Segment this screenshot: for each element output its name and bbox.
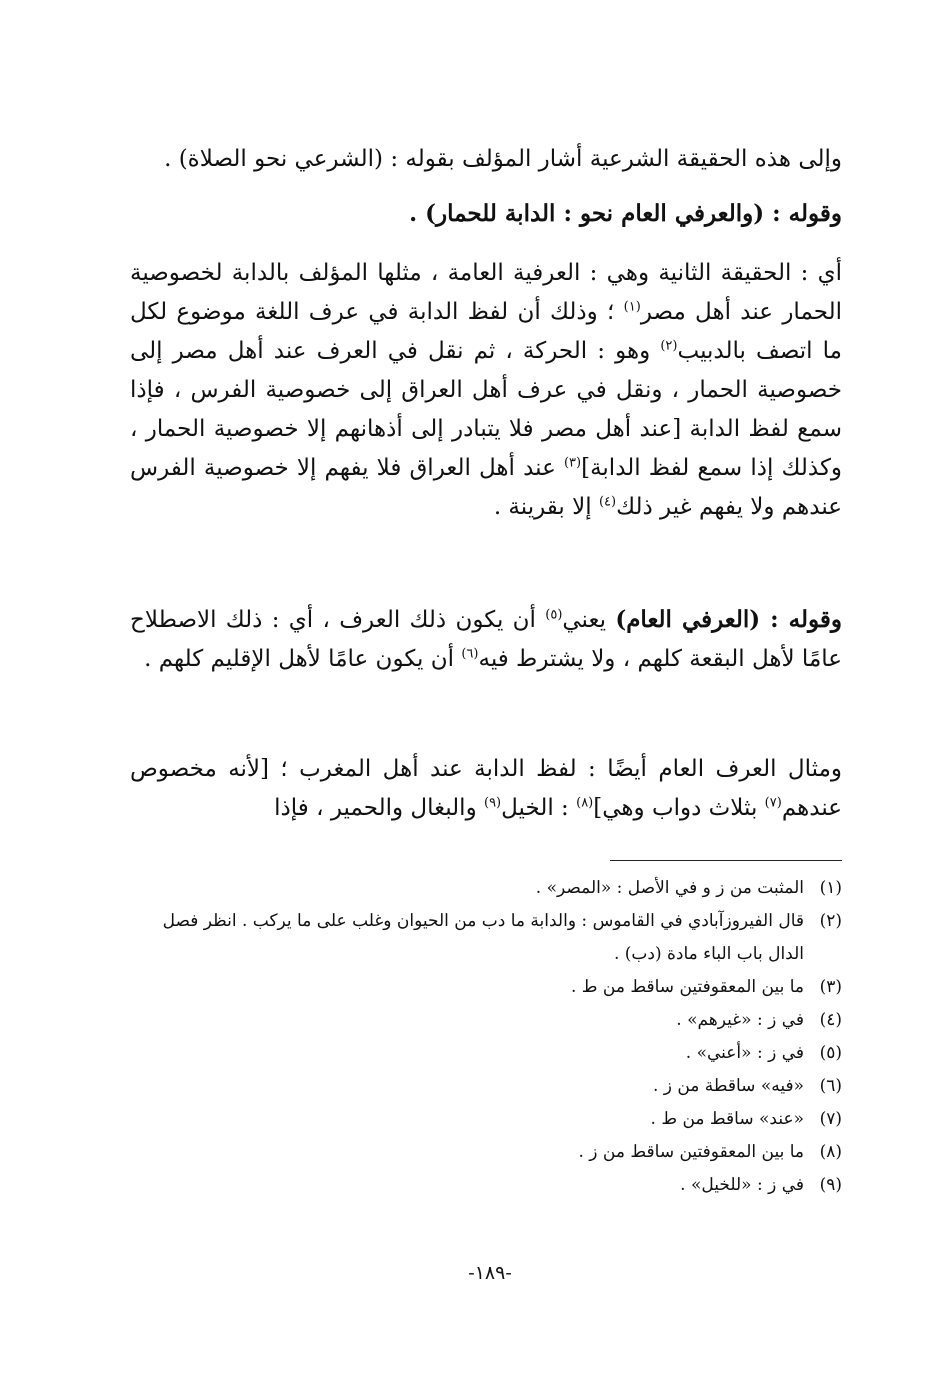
- text-run: والبغال والحمير ، فإذا: [274, 795, 484, 821]
- text-run: عند أهل العراق فلا يفهم إلا خصوصية الفرس عندهم ولا يفهم غير ذلك: [130, 455, 842, 520]
- paragraph-1: [130, 140, 842, 179]
- paragraph-3: [130, 254, 842, 527]
- bold-text: وقوله : (والعرفي العام نحو : الدابة للحمار) .: [409, 200, 842, 227]
- footnote-2: [130, 905, 842, 971]
- text-run: أن يكون عامًا لأهل الإقليم كلهم .: [144, 646, 462, 672]
- footnote-text: ما بين المعقوفتين ساقط من ز .: [578, 1142, 804, 1162]
- footnote-number: (١): [819, 878, 842, 898]
- footnote-marker: (٩): [483, 795, 502, 811]
- footnote-number: (٦): [819, 1076, 842, 1096]
- footnote-marker: (٧): [764, 795, 782, 811]
- paragraph-2: [130, 194, 842, 234]
- footnote-marker: (١): [623, 299, 641, 315]
- footnote-marker: (٤): [598, 494, 617, 510]
- footnote-number: (٩): [819, 1175, 842, 1195]
- footnote-text: «عند» ساقط من ط .: [650, 1109, 804, 1129]
- footnote-marker: (٣): [563, 455, 582, 471]
- text-run: يعني: [562, 607, 616, 633]
- text-run: بثلاث دواب وهي]: [593, 795, 765, 821]
- text-run: ومثال العرف العام أيضًا : لفظ الدابة عند أهل المغرب ؛ [لأنه مخصوص عندهم: [130, 756, 842, 821]
- footnote-number: (٥): [819, 1043, 842, 1063]
- footnote-marker: (٦): [461, 646, 479, 662]
- footnote-6: [130, 1070, 842, 1103]
- footnote-text: في ز : «غيرهم» .: [676, 1010, 804, 1030]
- footnote-text: ما بين المعقوفتين ساقط من ط .: [570, 977, 804, 997]
- footnote-text: «فيه» ساقطة من ز .: [652, 1076, 804, 1096]
- text-run: أن يكون ذلك العرف ، أي : ذلك الاصطلاح عامًا لأهل البقعة كلهم ، ولا يشترط فيه: [130, 607, 842, 672]
- bold-text: وقوله : (العرفي العام): [615, 606, 842, 633]
- footnote-5: [130, 1037, 842, 1070]
- footnote-number: (٧): [819, 1109, 842, 1129]
- footnote-text: في ز : «أعني» .: [685, 1043, 804, 1063]
- footnote-text: قال الفيروزآبادي في القاموس : والدابة ما دب من الحيوان وغلب على ما يركب . انظر فصل الدال باب الباء مادة (دب) .: [162, 911, 804, 964]
- text-run: إلا بقرينة .: [493, 494, 599, 520]
- footnote-number: (٤): [819, 1010, 842, 1030]
- footnote-number: (٣): [819, 977, 842, 997]
- footnote-1: [130, 872, 842, 905]
- footnote-7: [130, 1103, 842, 1136]
- footnote-text: في ز : «للخيل» .: [680, 1175, 804, 1195]
- footnote-8: [130, 1136, 842, 1169]
- footnote-marker: (٥): [545, 607, 563, 623]
- footnote-marker: (٢): [660, 338, 678, 354]
- paragraph-4: [130, 600, 842, 679]
- footnote-marker: (٨): [576, 795, 594, 811]
- footnote-9: [130, 1169, 842, 1202]
- text-run: : الخيل: [501, 795, 577, 821]
- footnote-divider: [610, 860, 842, 861]
- text-run: وهو : الحركة ، ثم نقل في العرف عند أهل مصر إلى خصوصية الحمار ، ونقل في عرف أهل العراق إلى خصوصية الفرس ، فإذا سمع لفظ الدابة [عند أهل مصر فلا يتبادر إلى أذهانهم إلا خصوصية الحمار ، وكذلك إذا سمع لفظ الدابة]: [130, 338, 843, 481]
- footnote-4: [130, 1004, 842, 1037]
- footnote-text: المثبت من ز و في الأصل : «المصر» .: [535, 878, 804, 898]
- paragraph-5: [130, 750, 842, 828]
- text-run: ؛ وذلك أن لفظ الدابة في عرف اللغة موضوع لكل ما اتصف بالدبيب: [130, 299, 842, 364]
- footnotes-section: [130, 872, 842, 1202]
- footnote-3: [130, 971, 842, 1004]
- footnote-number: (٢): [819, 911, 842, 931]
- text-run: أي : الحقيقة الثانية وهي : العرفية العامة ، مثلها المؤلف بالدابة لخصوصية الحمار عند أهل مصر: [130, 260, 842, 325]
- footnote-number: (٨): [819, 1142, 842, 1162]
- text-run: وإلى هذه الحقيقة الشرعية أشار المؤلف بقوله : (الشرعي نحو الصلاة) .: [164, 146, 842, 172]
- page-number: -١٨٩-: [468, 1262, 512, 1284]
